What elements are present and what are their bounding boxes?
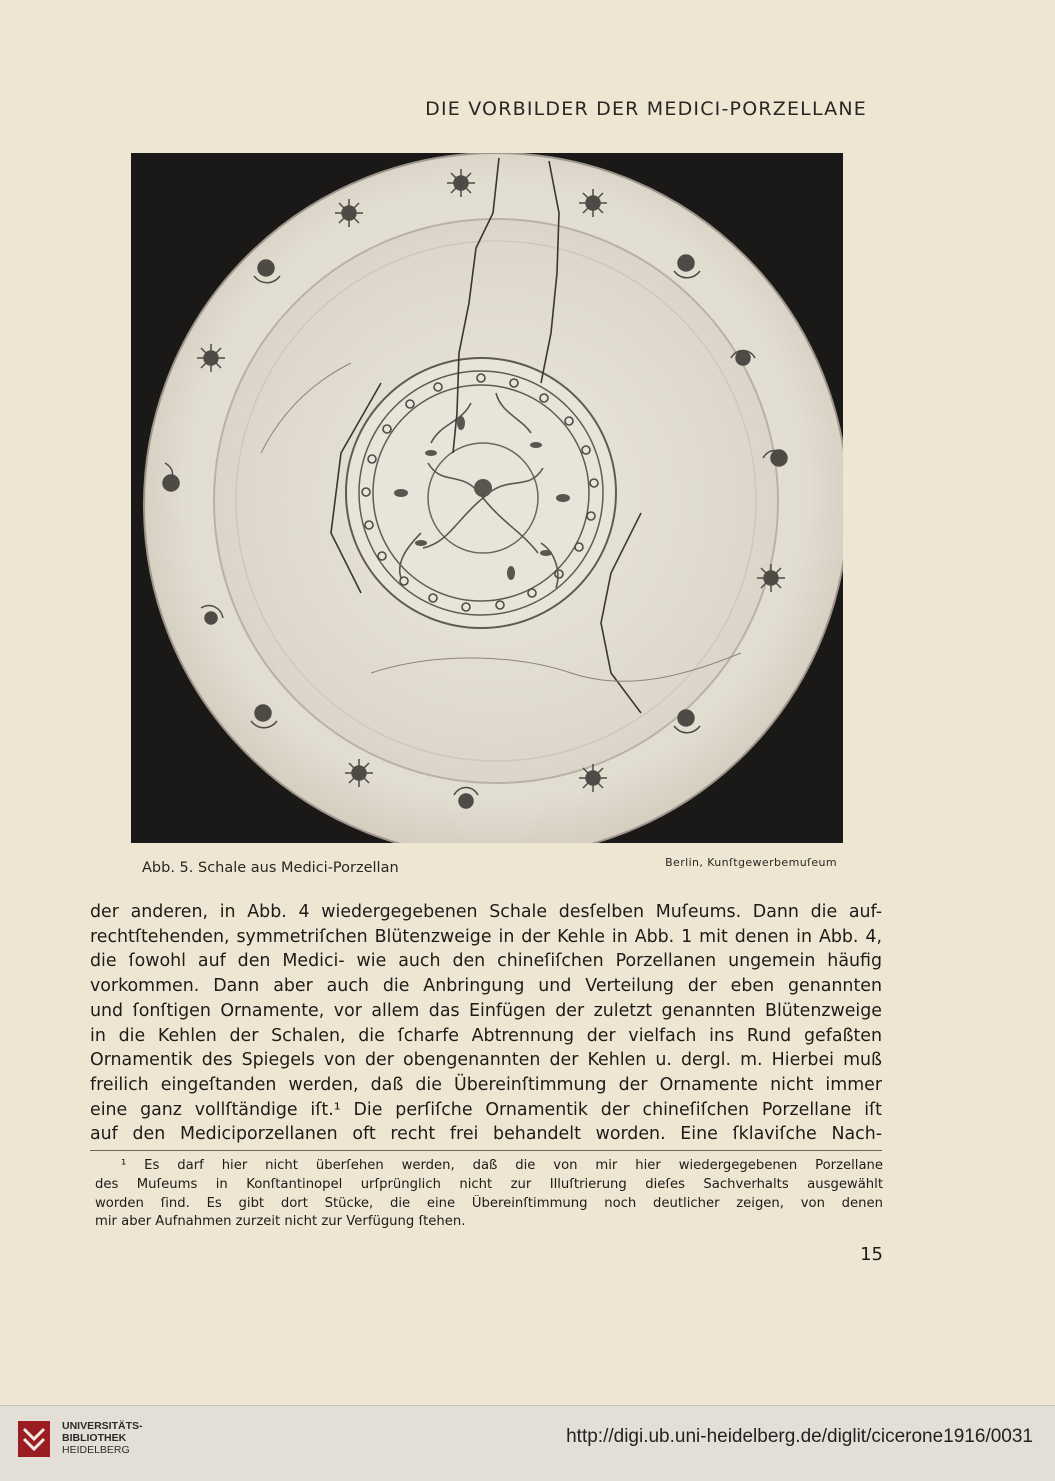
footnote-line: worden ſind. Es gibt dort Stücke, die eine Übereinſtimmung noch deutlicher zeigen, von denen [95, 1195, 883, 1211]
footnote [95, 1157, 883, 1232]
body-line: rechtſtehenden, symmetriſchen Blütenzweige in der Kehle in Abb. 1 mit denen in Abb. 4, [90, 926, 882, 947]
footnote-line: mir aber Aufnahmen zurzeit nicht zur Verfügung ſtehen. [95, 1214, 466, 1230]
body-line: der anderen, in Abb. 4 wiedergegebenen Schale desſelben Muſeums. Dann die auf- [90, 902, 882, 922]
body-line: freilich eingeſtanden werden, daß die Übereinſtimmung der Ornamente nicht immer [90, 1074, 882, 1095]
library-name-line: BIBLIOTHEK [62, 1432, 127, 1444]
footnote-line: des Muſeums in Konſtantinopel urſprünglich nicht zur Illuſtrierung dieſes Sachverhalts ausgewählt [95, 1176, 883, 1192]
university-library-logo-icon [16, 1419, 52, 1459]
footnote-line: ¹ Es darf hier nicht überſehen werden, daß die von mir hier wiedergegebenen Porzellane [121, 1158, 883, 1173]
body-paragraph [90, 900, 882, 1147]
figure-caption: Abb. 5. Schale aus Medici-Porzellan [142, 860, 399, 876]
page-number: 15 [860, 1244, 883, 1265]
body-line: in die Kehlen der Schalen, die ſcharfe Abtrennung der vielfach ins Rund gefaßten [90, 1025, 882, 1046]
library-name [62, 1420, 143, 1456]
body-line: auf den Mediciporzellanen oft recht frei behandelt worden. Eine ſklaviſche Nach- [90, 1124, 882, 1145]
plate-illustration [131, 153, 843, 843]
library-name-line: UNIVERSITÄTS- [62, 1420, 143, 1432]
body-line: eine ganz vollſtändige iſt.¹ Die perſiſche Ornamentik der chineſiſchen Porzellane iſt [90, 1099, 882, 1120]
central-medallion [346, 358, 616, 628]
body-line: vorkommen. Dann aber auch die Anbringung und Verteilung der eben genannten [90, 976, 882, 997]
footnote-divider [90, 1150, 882, 1151]
body-line: die ſowohl auf den Medici- wie auch den chineſiſchen Porzellanen ungemein häufig [90, 951, 882, 972]
body-line: und ſonſtigen Ornamente, vor allem das Einfügen der zuletzt genannten Blütenzweige [90, 1000, 882, 1021]
permalink-url[interactable]: http://digi.ub.uni-heidelberg.de/diglit/cicerone1916/0031 [566, 1426, 1033, 1447]
figure-credit: Berlin, Kunſtgewerbemuſeum [665, 856, 837, 869]
figure-plate-photo [131, 153, 843, 843]
running-head: DIE VORBILDER DER MEDICI-PORZELLANE [425, 98, 867, 120]
library-name-line: HEIDELBERG [62, 1444, 130, 1456]
body-line: Ornamentik des Spiegels von der obengenannten der Kehlen u. dergl. m. Hierbei muß [90, 1050, 882, 1071]
viewer-footer [0, 1405, 1055, 1481]
